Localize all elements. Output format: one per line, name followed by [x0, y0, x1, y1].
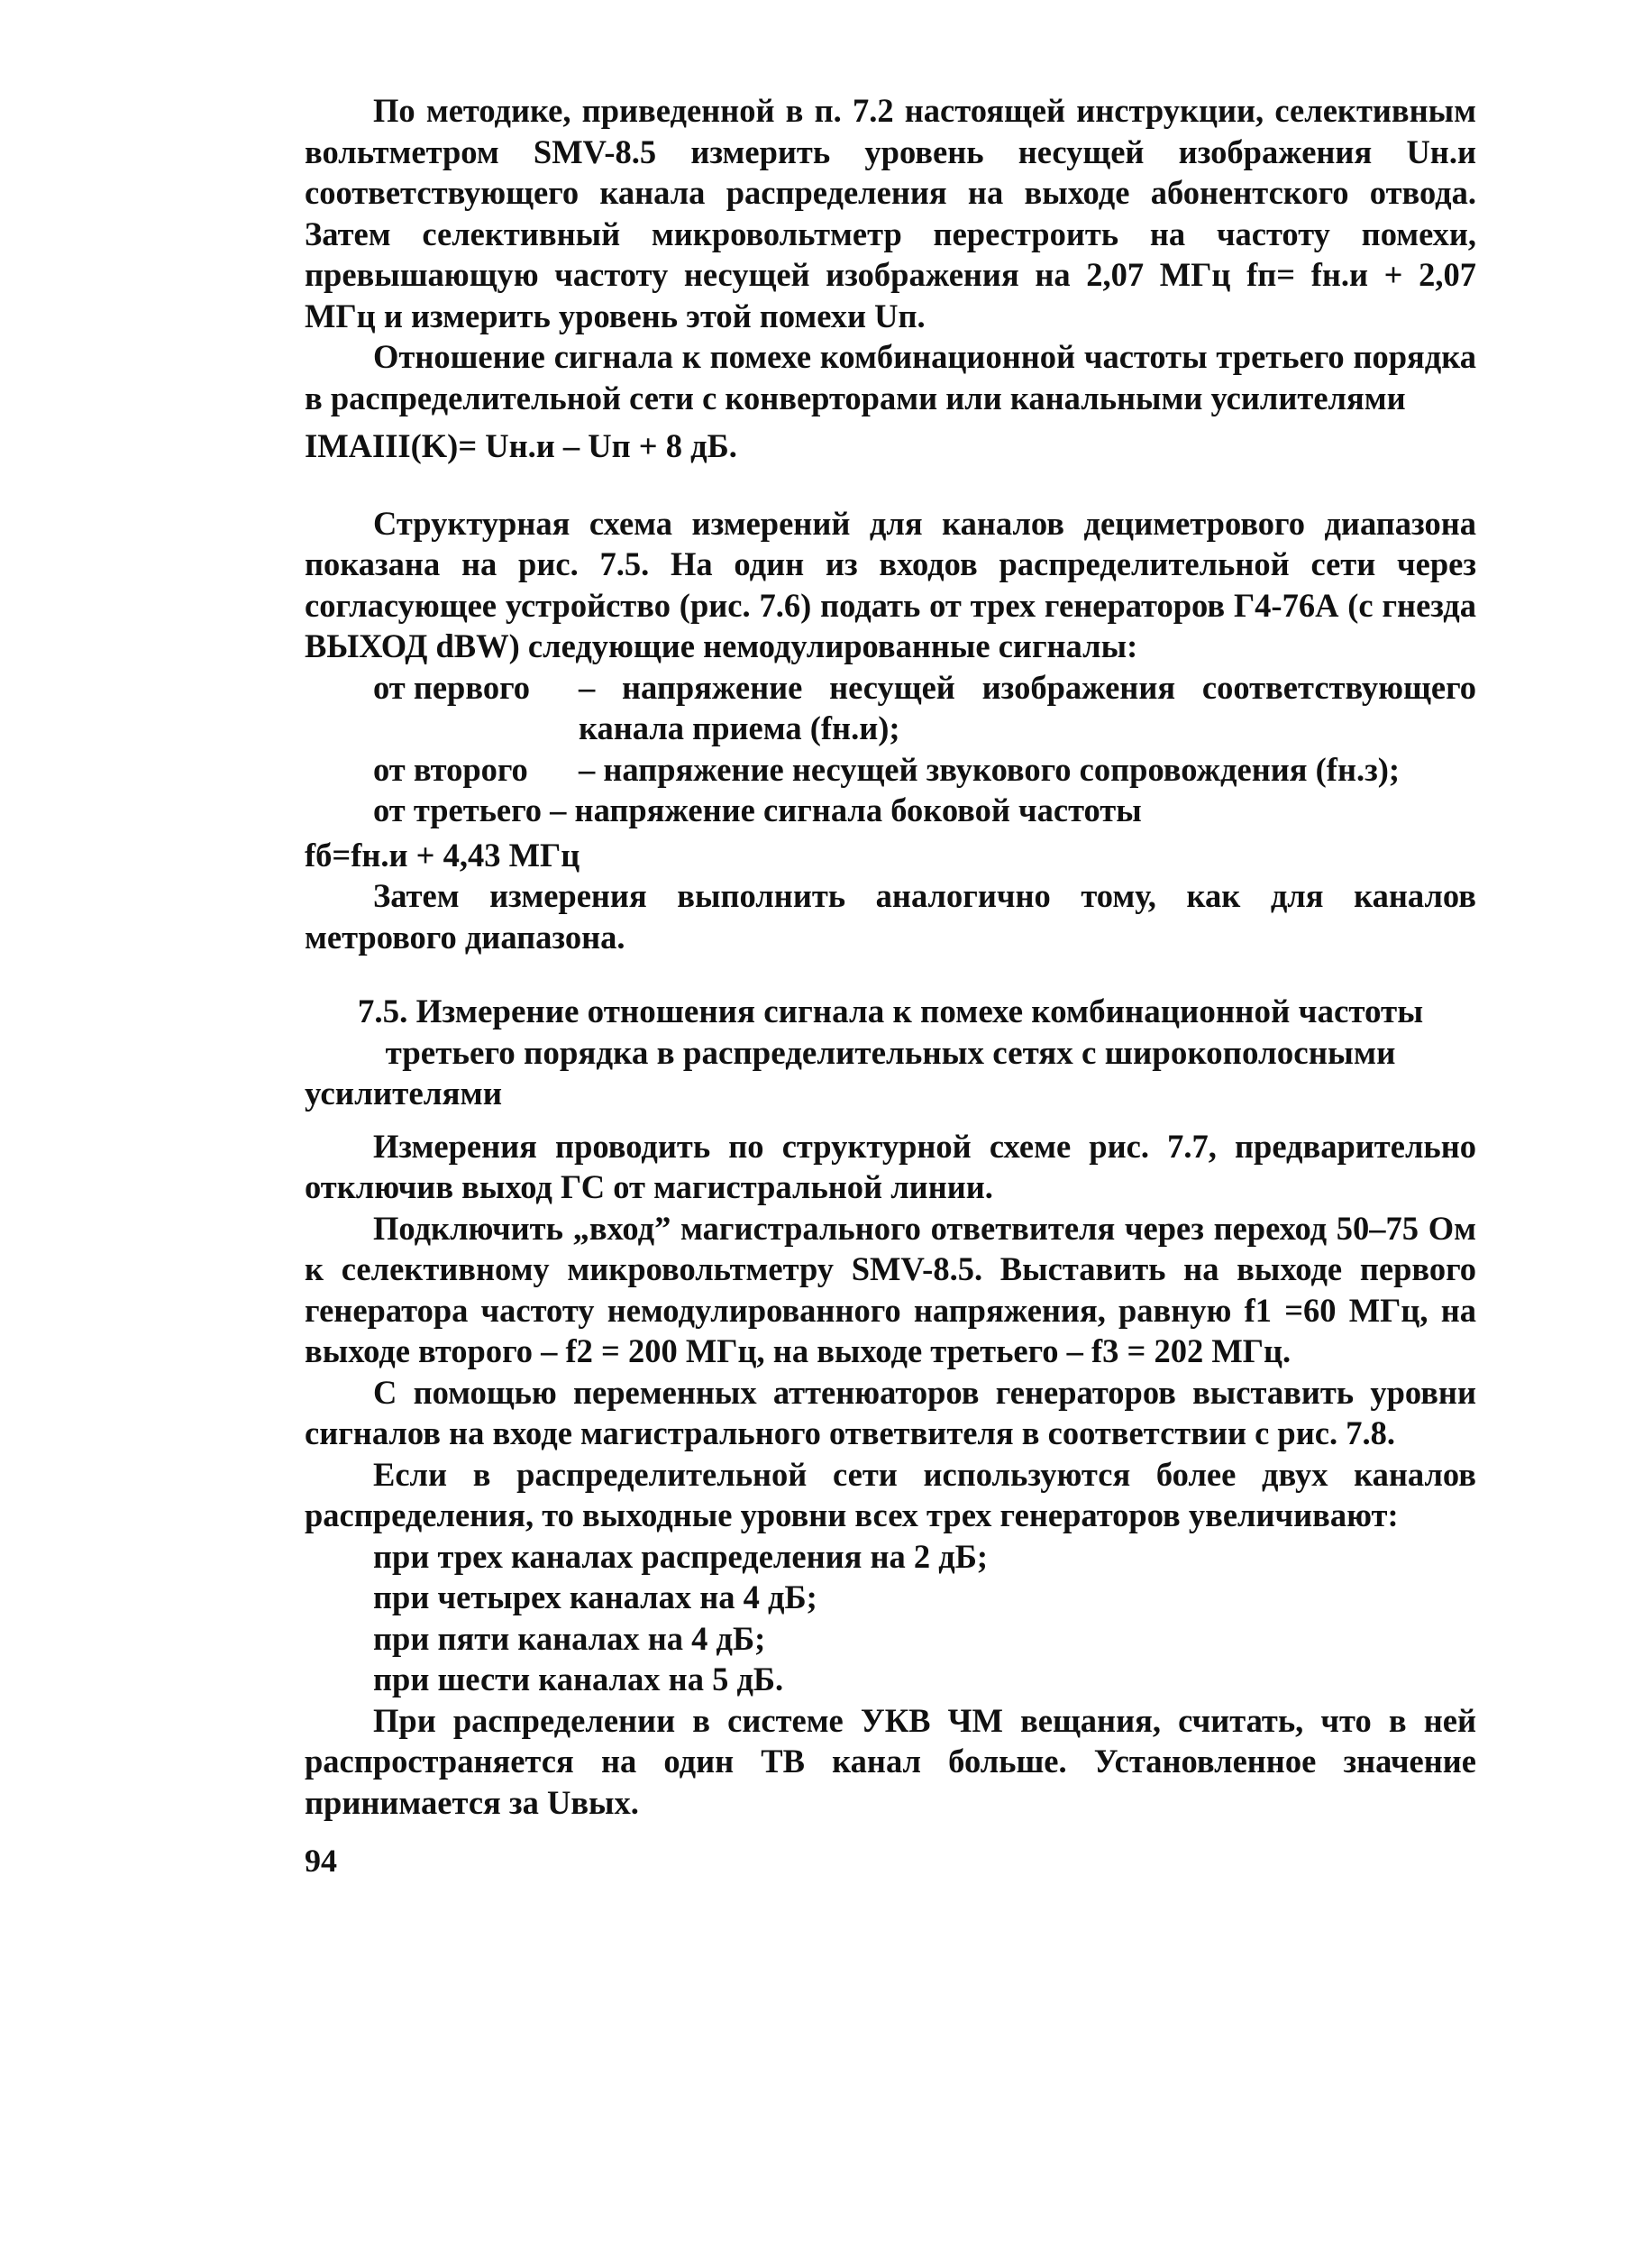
- list-item: при трех каналах распределения на 2 дБ;: [373, 1537, 989, 1575]
- source-first-row: [305, 667, 1476, 749]
- list-item: при четырех каналах на 4 дБ;: [373, 1578, 817, 1615]
- list-item: при шести каналах на 5 дБ.: [373, 1661, 784, 1697]
- formula-side-frequency: fб=fн.и + 4,43 МГц: [305, 836, 580, 874]
- paragraph-measurements: Измерения проводить по структурной схеме рис. 7.7, предварительно отключив выход ГС от магистральной линии.: [305, 1127, 1476, 1205]
- paragraph-connect: Подключить „вход” магистрального ответвителя через переход 50–75 Ом к селективному микровольтметру SMV-8.5. Выставить на выходе первого генератора частоту немодулированного напряжения, равную f1 =60 МГц, на выходе второго – f2 = 200 МГц, на выходе третьего – f3 = 202 МГц.: [305, 1209, 1476, 1369]
- source-first-label: от первого: [373, 668, 530, 706]
- paragraph-ratio-definition: Отношение сигнала к помехе комбинационной частоты третьего порядка в распределительной сети с конверторами или канальными усилителями: [305, 338, 1476, 416]
- paragraph-then-measure: Затем измерения выполнить аналогично тому, как для каналов метрового диапазона.: [305, 877, 1476, 956]
- source-second-text: – напряжение несущей звукового сопровождения (fн.з);: [579, 750, 1401, 788]
- list-item: при пяти каналах на 4 дБ;: [373, 1619, 766, 1657]
- formula-ima: IMAIII(K)= Uн.и – Uп + 8 дБ.: [305, 427, 737, 464]
- section-heading: 7.5. Измерение отношения сигнала к помехе комбинационной частоты третьего порядка в распределительных сетях с широкополосными усилителями: [305, 993, 1424, 1112]
- page-number: 94: [305, 1843, 337, 1879]
- source-first-text: – напряжение несущей изображения соответствующего канала приема (fн.и);: [579, 668, 1476, 746]
- document-page: [305, 90, 1476, 1882]
- paragraph-fm-broadcast: При распределении в системе УКВ ЧМ вещания, считать, что в ней распространяется на один ТВ канал больше. Установленное значение принимается за Uвых.: [305, 1701, 1476, 1821]
- paragraph-method: По методике, приведенной в п. 7.2 настоящей инструкции, селективным вольтметром SMV-8.5 измерить уровень несущей изображения Uн.и соответствующего канала распределения на выходе абонентского отвода. Затем селективный микровольтметр перестроить на частоту помехи, превышающую частоту несущей изображения на 2,07 МГц fп= fн.и + 2,07 МГц и измерить уровень этой помехи Uп.: [305, 92, 1476, 334]
- paragraph-attenuators: С помощью переменных аттенюаторов генераторов выставить уровни сигналов на входе магистрального ответвителя в соответствии с рис. 7.8.: [305, 1373, 1476, 1451]
- source-second-row: [305, 749, 1476, 791]
- paragraph-uhf-scheme: Структурная схема измерений для каналов дециметрового диапазона показана на рис. 7.5. На один из входов распределительной сети через согласующее устройство (рис. 7.6) подать от трех генераторов Г4-76А (с гнезда ВЫХОД dBW) следующие немодулированные сигналы:: [305, 504, 1476, 664]
- source-third-row: от третьего – напряжение сигнала боковой частоты: [373, 792, 1142, 828]
- source-second-label: от второго: [373, 750, 528, 788]
- paragraph-more-channels: Если в распределительной сети используются более двух каналов распределения, то выходные уровни всех трех генераторов увеличивают:: [305, 1455, 1476, 1533]
